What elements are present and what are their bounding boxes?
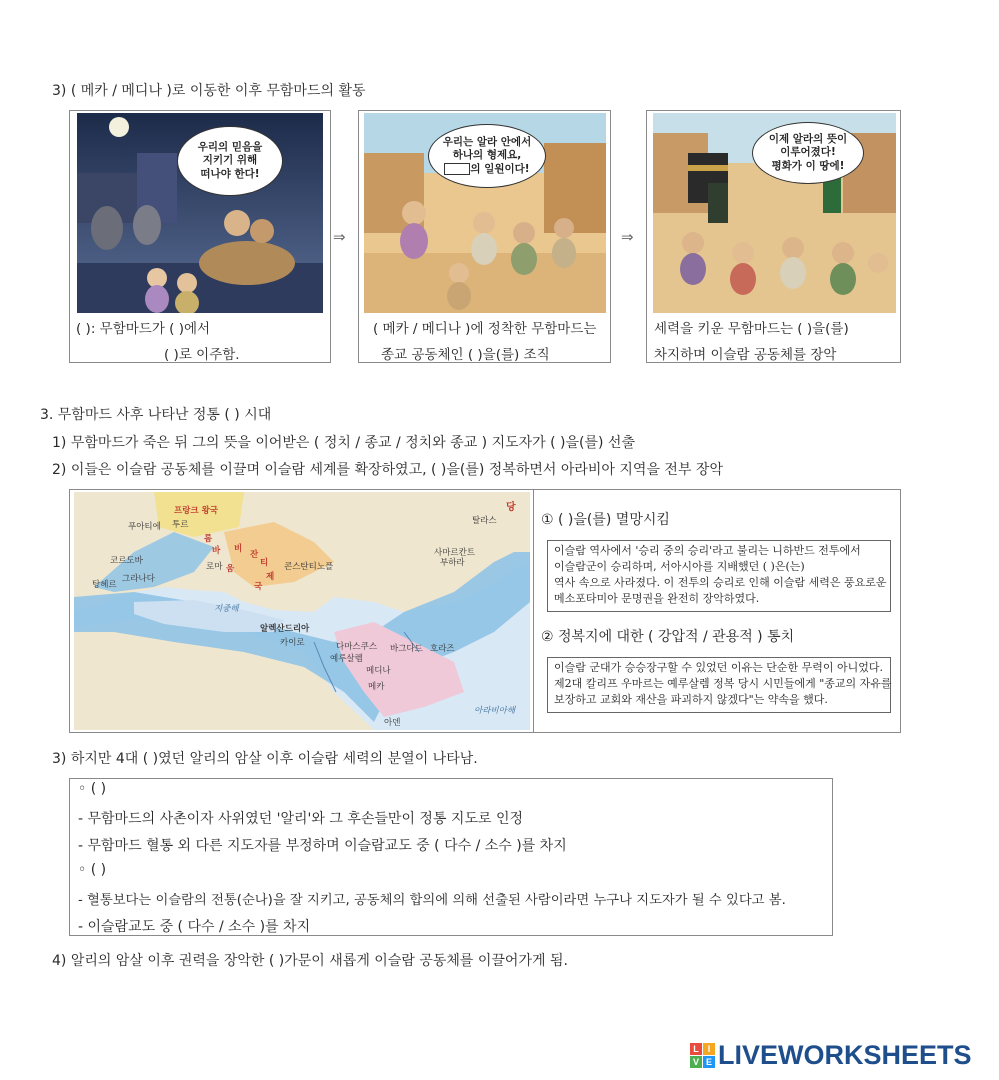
sect-box-line-4: ◦ ( ): [78, 862, 107, 878]
map-label-frank: 프랑크 왕국: [174, 506, 219, 516]
section-3-item-2: 2) 이들은 이슬람 공동체를 이끌며 이슬람 세계를 확장하였고, ( )을(를) 정복하면서 아라비아 지역을 전부 장악: [52, 462, 723, 478]
sect-box-line-5: - 혈통보다는 이슬람의 전통(순나)을 잘 지키고, 공동체의 합의에 의해 선출된 사람이라면 누구나 지도자가 될 수 있다고 봄.: [78, 893, 786, 908]
map-label-poitiers: 푸아티에: [128, 522, 161, 532]
section-3-item-3: 3) 하지만 4대 ( )였던 알리의 암살 이후 이슬람 세력의 분열이 나타남.: [52, 751, 478, 767]
sect-box: [69, 778, 833, 936]
map-label-byz-2: 바: [212, 546, 221, 556]
map-label-cairo: 카이로: [280, 638, 305, 648]
speech-bubble-2: 우리는 알라 안에서 하나의 형제요, 의 일원이다!: [429, 125, 545, 187]
map-label-byz-6: 움: [226, 564, 235, 574]
sect-box-line-3: - 무함마드 혈통 외 다른 지도자를 부정하며 이슬람교도 중 ( 다수 / 소수 )를 차지: [78, 838, 567, 854]
map-label-tang: 당: [506, 502, 516, 513]
map-label-tangier: 탕헤르: [92, 580, 117, 590]
map-label-byz-7: 제: [266, 572, 275, 582]
section-3-item-4: 4) 알리의 암살 이후 권력을 장악한 ( )가문이 새롭게 이슬람 공동체를 이끌어가게 됨.: [52, 953, 568, 969]
map-label-tours: 투르: [172, 520, 189, 530]
caption-1-line-1: ( ): 무함마드가 ( )에서: [76, 321, 211, 337]
map-label-talas: 탈라스: [472, 516, 497, 526]
map-label-medina: 메디나: [366, 666, 391, 676]
section-3-item-1: 1) 무함마드가 죽은 뒤 그의 뜻을 이어받은 ( 정치 / 종교 / 정치와 종교 ) 지도자가 ( )을(를) 선출: [52, 435, 635, 451]
map-label-granada: 그라나다: [122, 574, 155, 584]
note-box-1: 이슬람 역사에서 '승리 중의 승리'라고 불리는 니하반드 전투에서 이슬람군이 승리하며, 서아시아를 지배했던 ( )은(는) 역사 속으로 사라졌다. 이 전투의 승리로 인해 이슬람 세력은 풍요로운 메소포타미아 문명권을 완전히 장악하였다.: [547, 540, 891, 612]
caption-3-line-2: 차지하며 이슬람 공동체를 장악: [654, 347, 837, 363]
map-label-byz-4: 잔: [250, 550, 259, 560]
map-label-aden: 아덴: [384, 718, 401, 728]
caption-2-line-1: ( 메카 / 메디나 )에 정착한 무함마드는: [373, 321, 597, 337]
map-label-rome: 로마: [206, 562, 223, 572]
logo-text: LIVEWORKSHEETS: [718, 1039, 972, 1070]
map-label-byz-5: 티: [260, 558, 269, 568]
map-label-damascus: 다마스쿠스: [336, 642, 378, 652]
map-label-byz-1: 롬: [204, 534, 213, 544]
map-label-alexandria: 알렉산드리아: [260, 624, 310, 634]
sect-box-line-2: - 무함마드의 사촌이자 사위였던 '알리'와 그 후손들만이 정통 지도로 인정: [78, 811, 523, 827]
caption-2-line-2: 종교 공동체인 ( )을(를) 조직: [381, 347, 550, 363]
arrow-2: ⇒: [621, 228, 634, 246]
caption-1-line-2: ( )로 이주함.: [164, 347, 240, 363]
right-heading-1: ① ( )을(를) 멸망시킴: [541, 512, 670, 528]
map-label-cordoba: 코르도바: [110, 556, 143, 566]
islamic-expansion-map: [74, 492, 530, 730]
comic-panel-2: [358, 110, 611, 363]
map-label-mediterranean: 지중해: [214, 604, 239, 614]
divider: [533, 490, 534, 732]
map-label-samarkand: 사마르칸트: [434, 548, 476, 558]
map-label-bukhara: 부하라: [440, 558, 465, 568]
sect-box-line-6: - 이슬람교도 중 ( 다수 / 소수 )를 차지: [78, 919, 311, 935]
right-heading-2: ② 정복지에 대한 ( 강압적 / 관용적 ) 통치: [541, 629, 795, 645]
map-label-arabian-sea: 아라비아해: [474, 706, 516, 716]
hidden-word-box: [444, 163, 470, 175]
map-label-jerusalem: 예루살렘: [330, 654, 363, 664]
comic-section-heading: 3) ( 메카 / 메디나 )로 이동한 이후 무함마드의 활동: [52, 83, 366, 99]
comic-panel-1: [69, 110, 331, 363]
map-label-khorasan: 호라즈: [430, 644, 455, 654]
map-label-mecca: 메카: [368, 682, 385, 692]
section-3-title: 3. 무함마드 사후 나타난 정통 ( ) 시대: [40, 407, 272, 423]
caption-3-line-1: 세력을 키운 무함마드는 ( )을(를): [654, 321, 849, 337]
speech-bubble-1: 우리의 믿음을 지키기 위해 떠나야 한다!: [178, 127, 282, 195]
map-label-constantinople: 콘스탄티노플: [284, 562, 334, 572]
arrow-1: ⇒: [333, 228, 346, 246]
speech-bubble-3: 이제 알라의 뜻이 이루어졌다! 평화가 이 땅에!: [753, 123, 863, 183]
map-label-byz-8: 국: [254, 582, 263, 592]
note-box-2: 이슬람 군대가 승승장구할 수 있었던 이유는 단순한 무력이 아니었다. 제2대 칼리프 우마르는 예루살렘 정복 당시 시민들에게 "종교의 자유를 보장하고 교회와 재산을 파괴하지 않겠다"는 약속을 했다.: [547, 657, 891, 713]
map-label-byz-3: 비: [234, 544, 243, 554]
comic-panel-3: [646, 110, 901, 363]
map-label-baghdad: 바그다드: [390, 644, 423, 654]
logo-icon: L I V E: [690, 1043, 715, 1068]
sect-box-line-1: ◦ ( ): [78, 781, 107, 797]
map-and-notes-box: [69, 489, 901, 733]
liveworksheets-logo: [690, 1040, 972, 1070]
